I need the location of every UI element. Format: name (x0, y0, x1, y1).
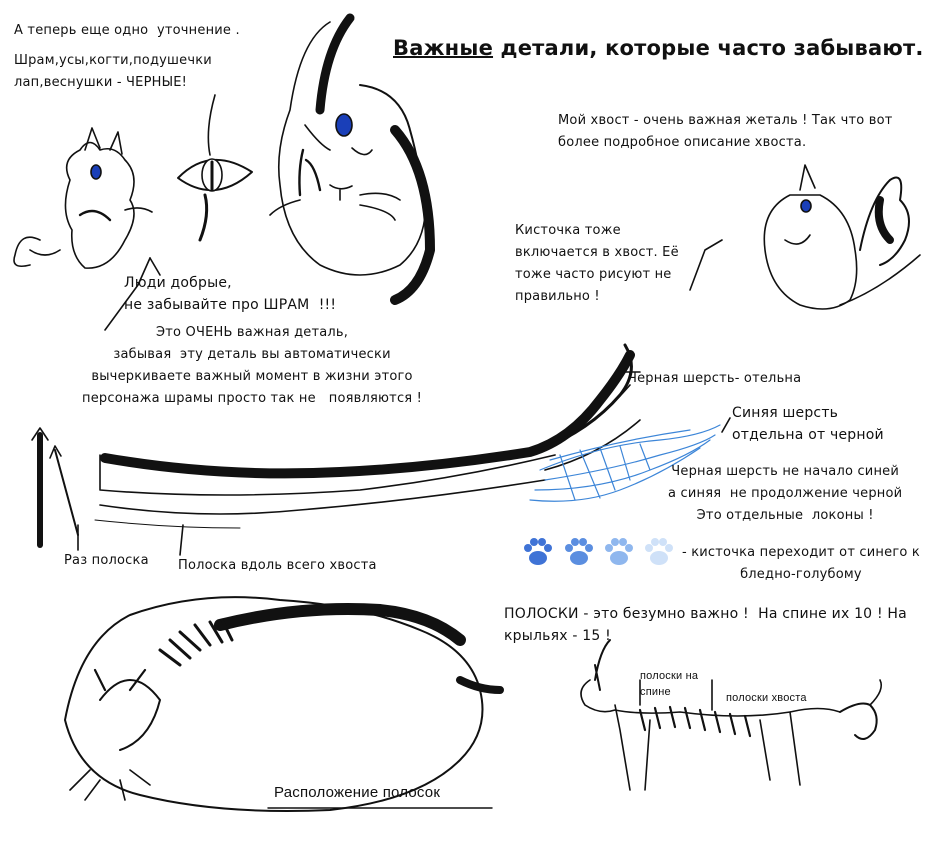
scar-plea-note: Люди добрые, не забывайте про ШРАМ !!! (124, 275, 337, 313)
small-cat-eye (91, 165, 101, 179)
blue-fur-note: Синяя шерсть отдельна от черной (732, 405, 884, 443)
small-cat-sketch (14, 128, 152, 268)
tail-stripe-label: Полоска вдоль всего хвоста (178, 558, 377, 573)
tail-intro-note: Мой хвост - очень важная жеталь ! Так что вот более подробное описание хвоста. (558, 113, 893, 150)
standing-cat-sketch (581, 640, 881, 790)
black-parts-note: Шрам,усы,когти,подушечки лап,веснушки - ЧЕРНЫЕ! (14, 53, 212, 90)
tassel-note: Кисточка тоже включается в хвост. Её тоже часто рисуют не правильно ! (515, 223, 679, 304)
stripes-count-note: ПОЛОСКИ - это безумно важно ! На спине их 10 ! На крыльях - 15 ! (504, 606, 907, 644)
big-cat-eye (336, 114, 352, 136)
paw-icon (641, 534, 677, 570)
tassel-cat-sketch (764, 165, 920, 309)
title-rest: детали, которые часто забывают. (493, 36, 924, 60)
black-fur-note: Черная шерсть- отельна (628, 371, 802, 386)
tail-stripes-label: полоски хвоста (726, 692, 807, 704)
paw-icon (601, 534, 637, 570)
paw-icon (520, 534, 556, 570)
title-underlined-word: Важные (393, 36, 494, 60)
stripe-layout-caption: Расположение полосок (274, 784, 441, 801)
tassel-cat-eye (801, 200, 811, 212)
tassel-gradient-note: - кисточка переходит от синего к бледно-голубому (682, 545, 920, 582)
tassel-pointer (690, 240, 722, 290)
not-continuation-note: Черная шерсть не начало синей а синяя не продолжение черной Это отдельные локоны ! (668, 464, 903, 523)
scar-explain-note: Это ОЧЕНЬ важная деталь, забывая эту деталь вы автоматически вычеркиваете важный момент в жизни этого персонажа шрамы просто так не появляются ! (82, 325, 423, 406)
paw-icon (561, 534, 597, 570)
one-stripe-label: Раз полоска (64, 553, 149, 568)
lying-cat-sketch (65, 597, 500, 811)
back-stripes-label: полоски на спине (640, 670, 699, 698)
eye-closeup-sketch (178, 95, 252, 240)
page-title (393, 34, 924, 62)
intro-note: А теперь еще одно уточнение . (14, 23, 240, 38)
